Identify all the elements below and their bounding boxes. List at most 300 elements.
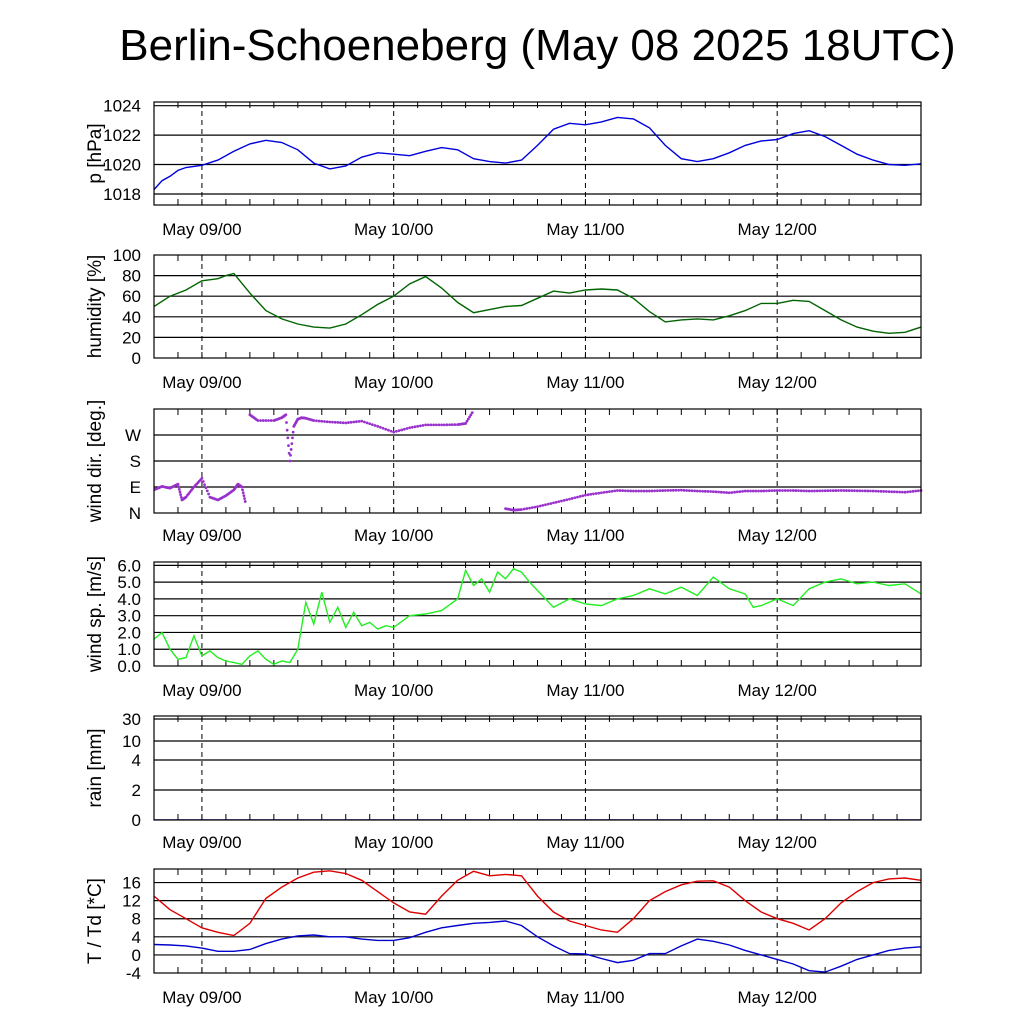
wind-direction-point (289, 454, 292, 457)
y-tick-label: 2 (131, 781, 141, 800)
wind-direction-point (746, 490, 749, 493)
wind-direction-point (334, 421, 337, 424)
wind-direction-point (288, 460, 291, 463)
x-tick-label: May 12/00 (737, 220, 817, 239)
wind-direction-point (640, 490, 643, 493)
series-line-wind_speed (154, 569, 921, 665)
wind-direction-point (292, 431, 295, 434)
wind-direction-point (853, 489, 856, 492)
wind-direction-point (712, 490, 715, 493)
wind-direction-point (597, 492, 600, 495)
x-tick-label: May 11/00 (546, 833, 625, 852)
wind-direction-point (901, 491, 904, 494)
x-tick-label: May 10/00 (353, 833, 434, 852)
wind-direction-point (677, 489, 680, 492)
panel-rain (85, 710, 921, 852)
wind-direction-point (715, 490, 718, 493)
wind-direction-point (651, 490, 654, 493)
wind-direction-point (691, 489, 694, 492)
wind-direction-point (632, 490, 635, 493)
wind-direction-point (813, 490, 816, 493)
wind-direction-point (206, 489, 209, 492)
y-tick-label: -4 (125, 964, 141, 983)
wind-direction-point (355, 420, 358, 423)
y-tick-label: 6.0 (117, 556, 141, 576)
wind-direction-point (568, 498, 571, 501)
plot-frame (154, 869, 921, 973)
y-tick-label: 1.0 (117, 640, 141, 660)
wind-direction-point (438, 423, 441, 426)
x-tick-label: May 09/00 (162, 988, 242, 1007)
x-tick-label: May 11/00 (546, 988, 625, 1007)
wind-direction-point (832, 489, 835, 492)
wind-direction-point (776, 489, 779, 492)
page-title: Berlin-Schoeneberg (May 08 2025 18UTC) (119, 21, 956, 70)
wind-direction-point (416, 425, 419, 428)
wind-direction-point (576, 496, 579, 499)
wind-direction-point (890, 490, 893, 493)
wind-direction-point (318, 420, 321, 423)
series-line-humidity (154, 274, 921, 334)
wind-direction-point (744, 490, 747, 493)
wind-direction-point (808, 490, 811, 493)
wind-direction-point (880, 490, 883, 493)
panel-wind-direction (85, 400, 922, 545)
wind-direction-point (917, 489, 920, 492)
wind-direction-point (531, 506, 534, 509)
x-tick-label: May 09/00 (162, 220, 242, 239)
wind-direction-point (178, 488, 181, 491)
wind-direction-point (584, 494, 587, 497)
wind-direction-point (177, 483, 180, 486)
x-tick-label: May 10/00 (353, 526, 434, 545)
wind-direction-point (749, 490, 752, 493)
series-line-T (154, 871, 921, 936)
wind-direction-point (893, 490, 896, 493)
wind-direction-point (350, 421, 353, 424)
y-axis-label: rain [mm] (85, 728, 106, 808)
wind-direction-point (784, 489, 787, 492)
wind-direction-point (613, 489, 616, 492)
x-tick-label: May 12/00 (737, 833, 817, 852)
wind-direction-point (645, 490, 648, 493)
y-tick-label: W (124, 426, 141, 445)
y-tick-label: 0 (131, 945, 141, 965)
wind-direction-point (818, 489, 821, 492)
wind-direction-point (789, 489, 792, 492)
wind-direction-point (914, 490, 917, 493)
wind-direction-point (608, 490, 611, 493)
wind-direction-point (629, 490, 632, 493)
wind-direction-point (207, 493, 210, 496)
wind-direction-point (408, 426, 411, 429)
y-tick-label: 4 (131, 751, 141, 770)
wind-direction-point (794, 489, 797, 492)
wind-direction-point (376, 425, 379, 428)
wind-direction-point (768, 489, 771, 492)
wind-direction-point (656, 489, 659, 492)
wind-direction-point (664, 489, 667, 492)
wind-direction-point (579, 495, 582, 498)
wind-direction-point (392, 431, 395, 434)
wind-direction-point (765, 489, 768, 492)
wind-direction-point (387, 429, 390, 432)
wind-direction-point (203, 483, 206, 486)
wind-direction-point (800, 489, 803, 492)
x-tick-label: May 12/00 (737, 373, 817, 392)
wind-direction-point (587, 493, 590, 496)
wind-direction-point (898, 491, 901, 494)
wind-direction-point (286, 436, 289, 439)
y-axis-label: humidity [%] (85, 254, 106, 359)
wind-direction-point (627, 489, 630, 492)
wind-direction-point (797, 489, 800, 492)
x-tick-label: May 12/00 (737, 681, 817, 700)
wind-direction-point (683, 489, 686, 492)
wind-direction-point (621, 489, 624, 492)
wind-direction-point (539, 505, 542, 508)
wind-direction-point (287, 444, 290, 447)
wind-direction-point (520, 508, 523, 511)
wind-direction-point (856, 489, 859, 492)
wind-direction-point (549, 502, 552, 505)
wind-direction-point (685, 489, 688, 492)
x-tick-label: May 10/00 (353, 988, 434, 1007)
y-tick-label: 8 (131, 909, 141, 929)
y-tick-label: 40 (122, 307, 141, 327)
plot-frame (154, 716, 921, 820)
wind-direction-point (435, 423, 438, 426)
y-tick-label: 3.0 (117, 606, 141, 626)
wind-direction-point (312, 419, 315, 422)
wind-direction-point (643, 490, 646, 493)
wind-direction-point (555, 501, 558, 504)
wind-direction-point (565, 498, 568, 501)
wind-direction-point (573, 496, 576, 499)
wind-direction-point (882, 490, 885, 493)
y-tick-label: 0 (131, 811, 141, 830)
wind-direction-point (619, 489, 622, 492)
wind-direction-point (866, 490, 869, 493)
wind-direction-point (792, 489, 795, 492)
wind-direction-point (201, 477, 204, 480)
wind-direction-point (605, 491, 608, 494)
x-tick-label: May 10/00 (353, 681, 434, 700)
y-tick-label: 1022 (103, 126, 141, 146)
wind-direction-point (284, 413, 287, 416)
y-tick-label: N (128, 504, 141, 523)
wind-direction-point (810, 490, 813, 493)
wind-direction-point (366, 421, 369, 424)
wind-direction-point (725, 491, 728, 494)
wind-direction-point (752, 490, 755, 493)
x-tick-label: May 11/00 (546, 681, 625, 700)
wind-direction-point (411, 426, 414, 429)
y-tick-label: 0 (131, 349, 141, 368)
y-tick-label: 1020 (103, 155, 141, 175)
wind-direction-point (525, 507, 528, 510)
wind-direction-point (837, 489, 840, 492)
y-tick-label: 4.0 (117, 589, 141, 609)
y-tick-label: 30 (122, 710, 141, 729)
y-tick-label: 5.0 (117, 573, 141, 593)
wind-direction-point (699, 490, 702, 493)
y-tick-label: 12 (122, 891, 141, 911)
wind-direction-point (635, 490, 638, 493)
wind-direction-point (616, 489, 619, 492)
x-tick-label: May 09/00 (162, 373, 242, 392)
panel-temperature (85, 869, 921, 1007)
wind-direction-point (424, 423, 427, 426)
wind-direction-point (285, 421, 288, 424)
wind-direction-point (179, 491, 182, 494)
wind-direction-point (440, 423, 443, 426)
x-tick-label: May 10/00 (353, 373, 434, 392)
wind-direction-point (736, 491, 739, 494)
wind-direction-point (909, 490, 912, 493)
wind-direction-point (331, 421, 334, 424)
y-axis-label: p [hPa] (85, 123, 106, 184)
wind-direction-point (244, 500, 247, 503)
wind-direction-point (754, 490, 757, 493)
wind-direction-point (241, 488, 244, 491)
wind-direction-point (523, 508, 526, 511)
wind-direction-point (834, 489, 837, 492)
plot-frame (154, 255, 921, 358)
wind-direction-point (707, 490, 710, 493)
plot-frame (154, 102, 921, 205)
wind-direction-point (770, 489, 773, 492)
wind-direction-point (786, 489, 789, 492)
wind-direction-point (675, 489, 678, 492)
panel-wind-speed (85, 556, 921, 700)
wind-direction-point (326, 420, 329, 423)
wind-direction-point (888, 490, 891, 493)
series-line-pressure (154, 117, 921, 189)
wind-direction-point (256, 419, 259, 422)
wind-direction-point (315, 419, 318, 422)
plot-frame (154, 562, 921, 666)
wind-direction-point (446, 423, 449, 426)
wind-direction-point (371, 423, 374, 426)
wind-direction-point (240, 486, 243, 489)
wind-direction-point (709, 490, 712, 493)
wind-direction-point (717, 491, 720, 494)
x-tick-label: May 11/00 (546, 373, 625, 392)
wind-direction-point (400, 429, 403, 432)
wind-direction-point (363, 421, 366, 424)
y-tick-label: 0.0 (117, 657, 141, 676)
wind-direction-point (720, 491, 723, 494)
wind-direction-point (701, 490, 704, 493)
x-tick-label: May 11/00 (546, 220, 625, 239)
wind-direction-point (731, 491, 734, 494)
wind-direction-point (589, 493, 592, 496)
y-tick-label: 100 (112, 246, 141, 265)
x-tick-label: May 10/00 (353, 220, 434, 239)
wind-direction-point (360, 420, 363, 423)
wind-direction-point (848, 489, 851, 492)
wind-direction-point (443, 423, 446, 426)
wind-direction-point (557, 500, 560, 503)
wind-direction-point (358, 420, 361, 423)
wind-direction-point (286, 429, 289, 432)
wind-direction-point (805, 490, 808, 493)
wind-direction-point (320, 420, 323, 423)
wind-direction-point (637, 490, 640, 493)
wind-direction-point (581, 494, 584, 497)
wind-direction-point (243, 497, 246, 500)
y-tick-label: S (129, 452, 141, 471)
y-tick-label: E (129, 478, 141, 497)
wind-direction-point (826, 489, 829, 492)
wind-direction-point (563, 499, 566, 502)
wind-direction-point (270, 419, 273, 422)
wind-direction-point (339, 421, 342, 424)
wind-direction-point (869, 490, 872, 493)
wind-direction-point (850, 489, 853, 492)
wind-direction-point (611, 490, 614, 493)
wind-direction-point (528, 507, 531, 510)
y-axis-label: T / Td [*C] (85, 878, 106, 964)
wind-direction-point (448, 423, 451, 426)
wind-direction-point (390, 430, 393, 433)
wind-direction-point (864, 490, 867, 493)
wind-direction-point (552, 501, 555, 504)
wind-direction-point (374, 424, 377, 427)
wind-direction-point (773, 489, 776, 492)
wind-direction-point (741, 490, 744, 493)
wind-direction-point (347, 421, 350, 424)
wind-direction-point (723, 491, 726, 494)
wind-direction-point (342, 421, 345, 424)
wind-direction-point (840, 489, 843, 492)
wind-direction-point (661, 489, 664, 492)
y-tick-label: 1018 (103, 184, 141, 204)
wind-direction-point (912, 490, 915, 493)
wind-direction-point (728, 491, 731, 494)
y-tick-label: 20 (122, 328, 141, 348)
wind-direction-point (778, 489, 781, 492)
wind-direction-point (648, 490, 651, 493)
wind-direction-point (885, 490, 888, 493)
wind-direction-point (242, 491, 245, 494)
wind-direction-point (427, 423, 430, 426)
wind-direction-point (829, 489, 832, 492)
wind-direction-point (872, 490, 875, 493)
wind-direction-point (454, 423, 457, 426)
wind-direction-point (688, 489, 691, 492)
wind-direction-point (533, 506, 536, 509)
wind-direction-point (403, 428, 406, 431)
wind-direction-point (352, 421, 355, 424)
y-tick-label: 4 (131, 927, 141, 947)
wind-direction-point (384, 428, 387, 431)
wind-direction-point (659, 489, 662, 492)
wind-direction-point (845, 489, 848, 492)
wind-direction-point (395, 430, 398, 433)
wind-direction-point (624, 489, 627, 492)
panel-pressure (85, 97, 921, 239)
y-axis-label: wind dir. [deg.] (85, 399, 106, 523)
wind-direction-point (344, 421, 347, 424)
wind-direction-point (202, 480, 205, 483)
y-tick-label: 60 (122, 287, 141, 307)
wind-direction-point (379, 426, 382, 429)
y-tick-label: 1024 (103, 96, 141, 116)
wind-direction-point (336, 421, 339, 424)
wind-direction-point (802, 489, 805, 492)
wind-direction-point (382, 427, 385, 430)
y-tick-label: 2.0 (117, 623, 141, 643)
wind-direction-point (816, 490, 819, 493)
wind-direction-point (874, 490, 877, 493)
y-tick-label: 10 (122, 732, 141, 751)
panel-humidity (85, 246, 921, 392)
wind-direction-point (571, 497, 574, 500)
wind-direction-point (544, 503, 547, 506)
wind-direction-point (672, 489, 675, 492)
wind-direction-point (290, 448, 293, 451)
wind-direction-point (536, 505, 539, 508)
wind-direction-point (667, 489, 670, 492)
wind-direction-point (595, 492, 598, 495)
wind-direction-point (290, 442, 293, 445)
wind-direction-point (757, 490, 760, 493)
x-tick-label: May 09/00 (162, 681, 242, 700)
x-tick-label: May 09/00 (162, 833, 242, 852)
wind-direction-point (858, 489, 861, 492)
wind-direction-point (406, 427, 409, 430)
wind-direction-point (291, 436, 294, 439)
wind-direction-point (422, 424, 425, 427)
wind-direction-point (696, 490, 699, 493)
wind-direction-point (419, 424, 422, 427)
wind-direction-point (242, 494, 245, 497)
wind-direction-point (904, 491, 907, 494)
wind-direction-point (179, 493, 182, 496)
wind-direction-point (205, 486, 208, 489)
wind-direction-point (177, 485, 180, 488)
wind-direction-point (842, 489, 845, 492)
wind-direction-point (592, 493, 595, 496)
wind-direction-point (896, 491, 899, 494)
wind-direction-point (877, 490, 880, 493)
wind-direction-point (547, 503, 550, 506)
x-tick-label: May 09/00 (162, 526, 242, 545)
wind-direction-point (704, 490, 707, 493)
wind-direction-point (560, 500, 563, 503)
wind-direction-point (262, 419, 265, 422)
wind-direction-point (414, 425, 417, 428)
wind-direction-point (739, 490, 742, 493)
wind-direction-point (432, 423, 435, 426)
wind-direction-point (259, 419, 262, 422)
wind-direction-point (430, 423, 433, 426)
x-tick-label: May 12/00 (737, 526, 817, 545)
wind-direction-point (368, 422, 371, 425)
wind-direction-point (693, 490, 696, 493)
y-axis-label: wind sp. [m/s] (85, 555, 106, 673)
wind-direction-point (603, 491, 606, 494)
x-tick-label: May 11/00 (546, 526, 625, 545)
wind-direction-point (821, 489, 824, 492)
wind-direction-point (762, 490, 765, 493)
wind-direction-point (824, 489, 827, 492)
wind-direction-point (781, 489, 784, 492)
wind-direction-point (733, 491, 736, 494)
wind-direction-point (653, 489, 656, 492)
